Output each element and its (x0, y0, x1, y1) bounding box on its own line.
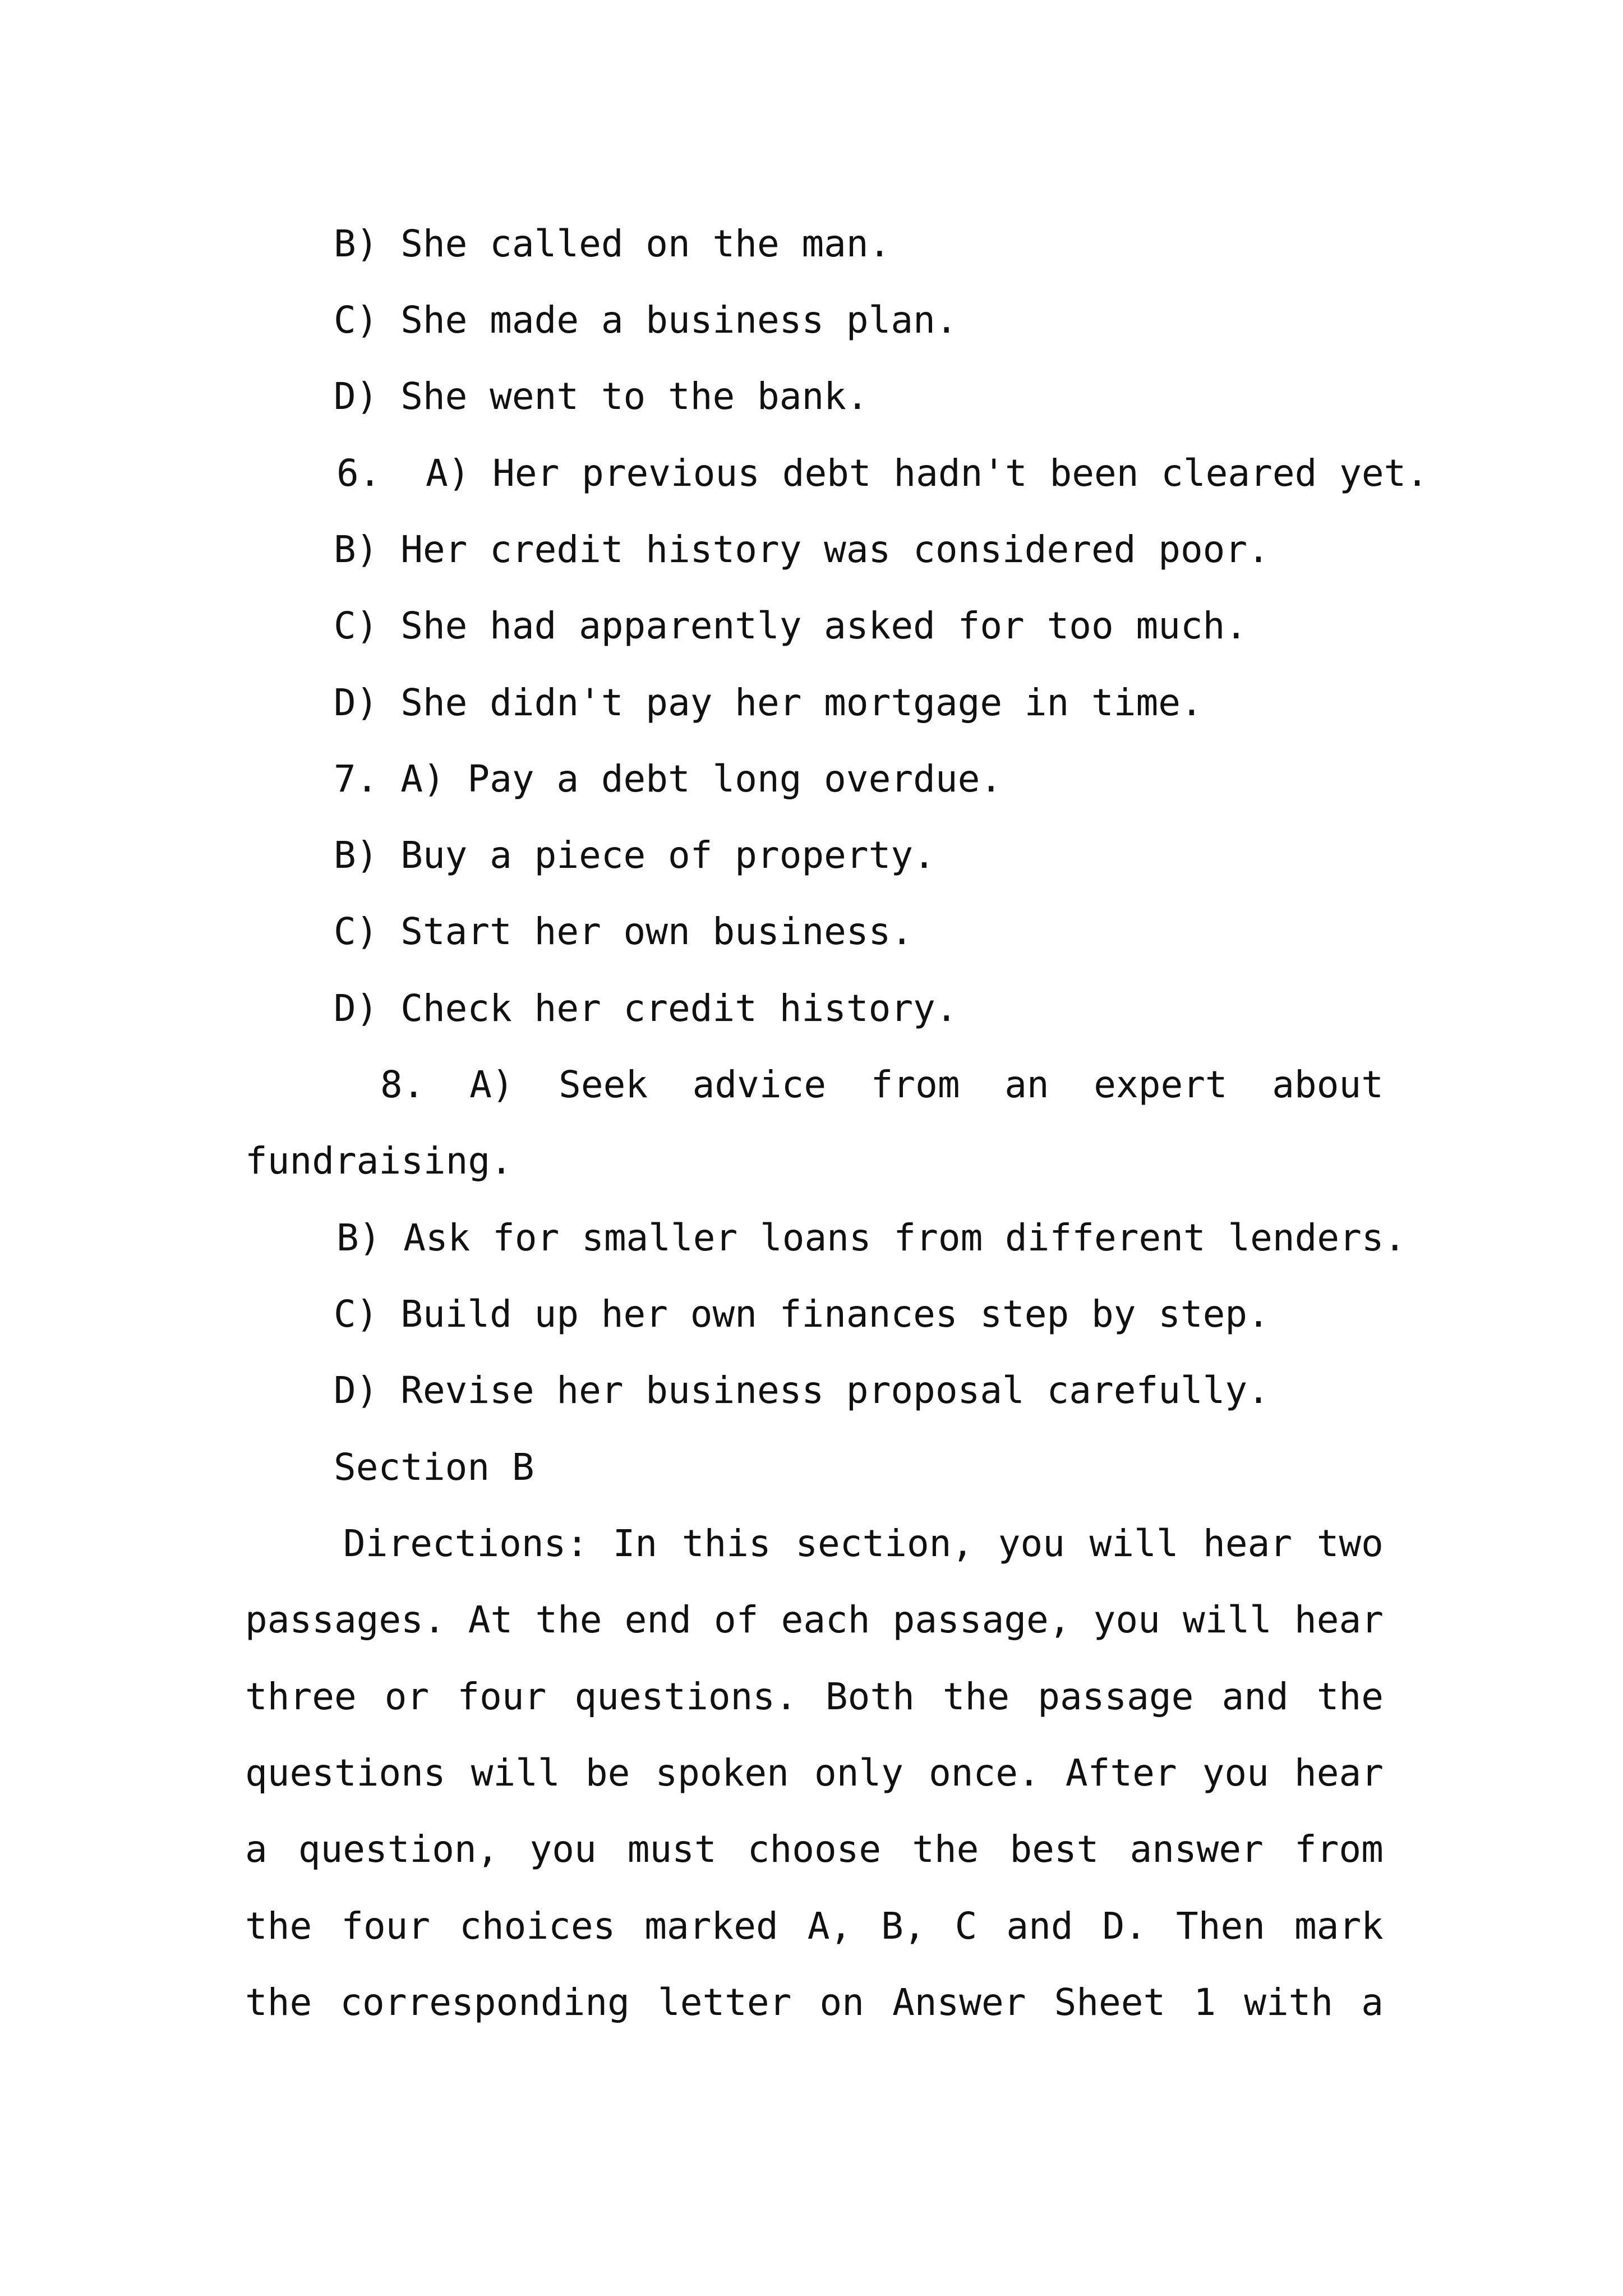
word: choices (459, 1904, 616, 1948)
question-6-option-a: 6. A) Her previous debt hadn't been cleared yet. (336, 452, 1429, 495)
option-7c: C) Start her own business. (334, 910, 914, 953)
word: each (781, 1598, 870, 1641)
word: the (245, 1981, 312, 2024)
word: B, (881, 1904, 926, 1948)
word: mark (1294, 1904, 1384, 1948)
word: from (870, 1063, 960, 1106)
option-7d: D) Check her credit history. (334, 987, 958, 1030)
word: questions (245, 1751, 446, 1795)
word: spoken (655, 1751, 789, 1795)
directions-line-5 (245, 1828, 1384, 1871)
word: will (471, 1751, 560, 1795)
word: letter (657, 1981, 792, 2024)
option-6d: D) She didn't pay her mortgage in time. (334, 681, 1203, 724)
word: A) (469, 1063, 514, 1106)
word: passage, (892, 1598, 1071, 1641)
word: passage (1038, 1675, 1194, 1718)
word: At (468, 1598, 513, 1641)
word: you (529, 1828, 597, 1871)
word: two (1316, 1522, 1384, 1565)
word: Both (825, 1675, 915, 1718)
word: section, (795, 1522, 974, 1565)
word: or (384, 1675, 430, 1718)
word: Seek (559, 1063, 648, 1106)
word: Directions: (343, 1522, 589, 1565)
word: will (1182, 1598, 1272, 1641)
word: four (341, 1904, 431, 1948)
word: on (819, 1981, 864, 2024)
directions-line-1 (343, 1522, 1384, 1565)
question-8-option-a-line2: fundraising. (245, 1139, 513, 1182)
word: you (998, 1522, 1066, 1565)
word: a (1361, 1981, 1384, 2024)
option-8c: C) Build up her own finances step by step. (334, 1292, 1270, 1336)
directions-line-3 (245, 1675, 1384, 1718)
word: about (1272, 1063, 1384, 1106)
word: only (814, 1751, 903, 1795)
word: you (1202, 1751, 1269, 1795)
word: advice (692, 1063, 827, 1106)
word: will (1089, 1522, 1179, 1565)
word: answer (1129, 1828, 1264, 1871)
question-8-option-a-line1 (380, 1063, 1384, 1106)
word: the (535, 1598, 602, 1641)
word: C (955, 1904, 978, 1948)
word: A, (807, 1904, 852, 1948)
option-6c: C) She had apparently asked for too much. (334, 604, 1248, 647)
word: Then (1176, 1904, 1265, 1948)
word: Answer (892, 1981, 1026, 2024)
word: end (624, 1598, 691, 1641)
word: be (585, 1751, 630, 1795)
directions-line-2 (245, 1598, 1384, 1641)
word: the (245, 1904, 312, 1948)
word: choose (747, 1828, 882, 1871)
section-heading: Section B (334, 1446, 534, 1489)
option-5b: B) She called on the man. (334, 222, 891, 265)
word: hear (1203, 1522, 1293, 1565)
word: expert (1094, 1063, 1228, 1106)
word: corresponding (340, 1981, 630, 2024)
word: this (681, 1522, 771, 1565)
word: of (713, 1598, 759, 1641)
word: three (245, 1675, 357, 1718)
word: questions. (574, 1675, 797, 1718)
directions-line-4 (245, 1751, 1384, 1795)
word: best (1009, 1828, 1099, 1871)
word: 1 (1193, 1981, 1216, 2024)
option-8d: D) Revise her business proposal carefully. (334, 1369, 1270, 1412)
option-5d: D) She went to the bank. (334, 375, 869, 418)
word: D. (1102, 1904, 1147, 1948)
word: four (457, 1675, 547, 1718)
option-8b: B) Ask for smaller loans from different lenders. (336, 1216, 1407, 1259)
word: hear (1294, 1751, 1384, 1795)
word: once. (929, 1751, 1040, 1795)
directions-line-6 (245, 1904, 1384, 1948)
word: passages. (245, 1598, 446, 1641)
directions-line-7 (245, 1981, 1384, 2024)
word: 8. (380, 1063, 425, 1106)
word: you (1093, 1598, 1160, 1641)
word: In (612, 1522, 658, 1565)
word: the (912, 1828, 979, 1871)
option-7b: B) Buy a piece of property. (334, 834, 935, 877)
word: and (1221, 1675, 1289, 1718)
word: a (245, 1828, 268, 1871)
word: Sheet (1054, 1981, 1166, 2024)
word: marked (644, 1904, 778, 1948)
option-5c: C) She made a business plan. (334, 298, 958, 342)
word: with (1244, 1981, 1334, 2024)
option-6b: B) Her credit history was considered poor. (334, 528, 1270, 571)
word: the (1316, 1675, 1384, 1718)
question-7-option-a: 7. A) Pay a debt long overdue. (334, 757, 1003, 800)
word: hear (1294, 1598, 1384, 1641)
word: an (1004, 1063, 1049, 1106)
word: question, (298, 1828, 499, 1871)
word: from (1294, 1828, 1384, 1871)
word: and (1006, 1904, 1073, 1948)
word: must (627, 1828, 717, 1871)
word: the (942, 1675, 1010, 1718)
word: After (1065, 1751, 1177, 1795)
